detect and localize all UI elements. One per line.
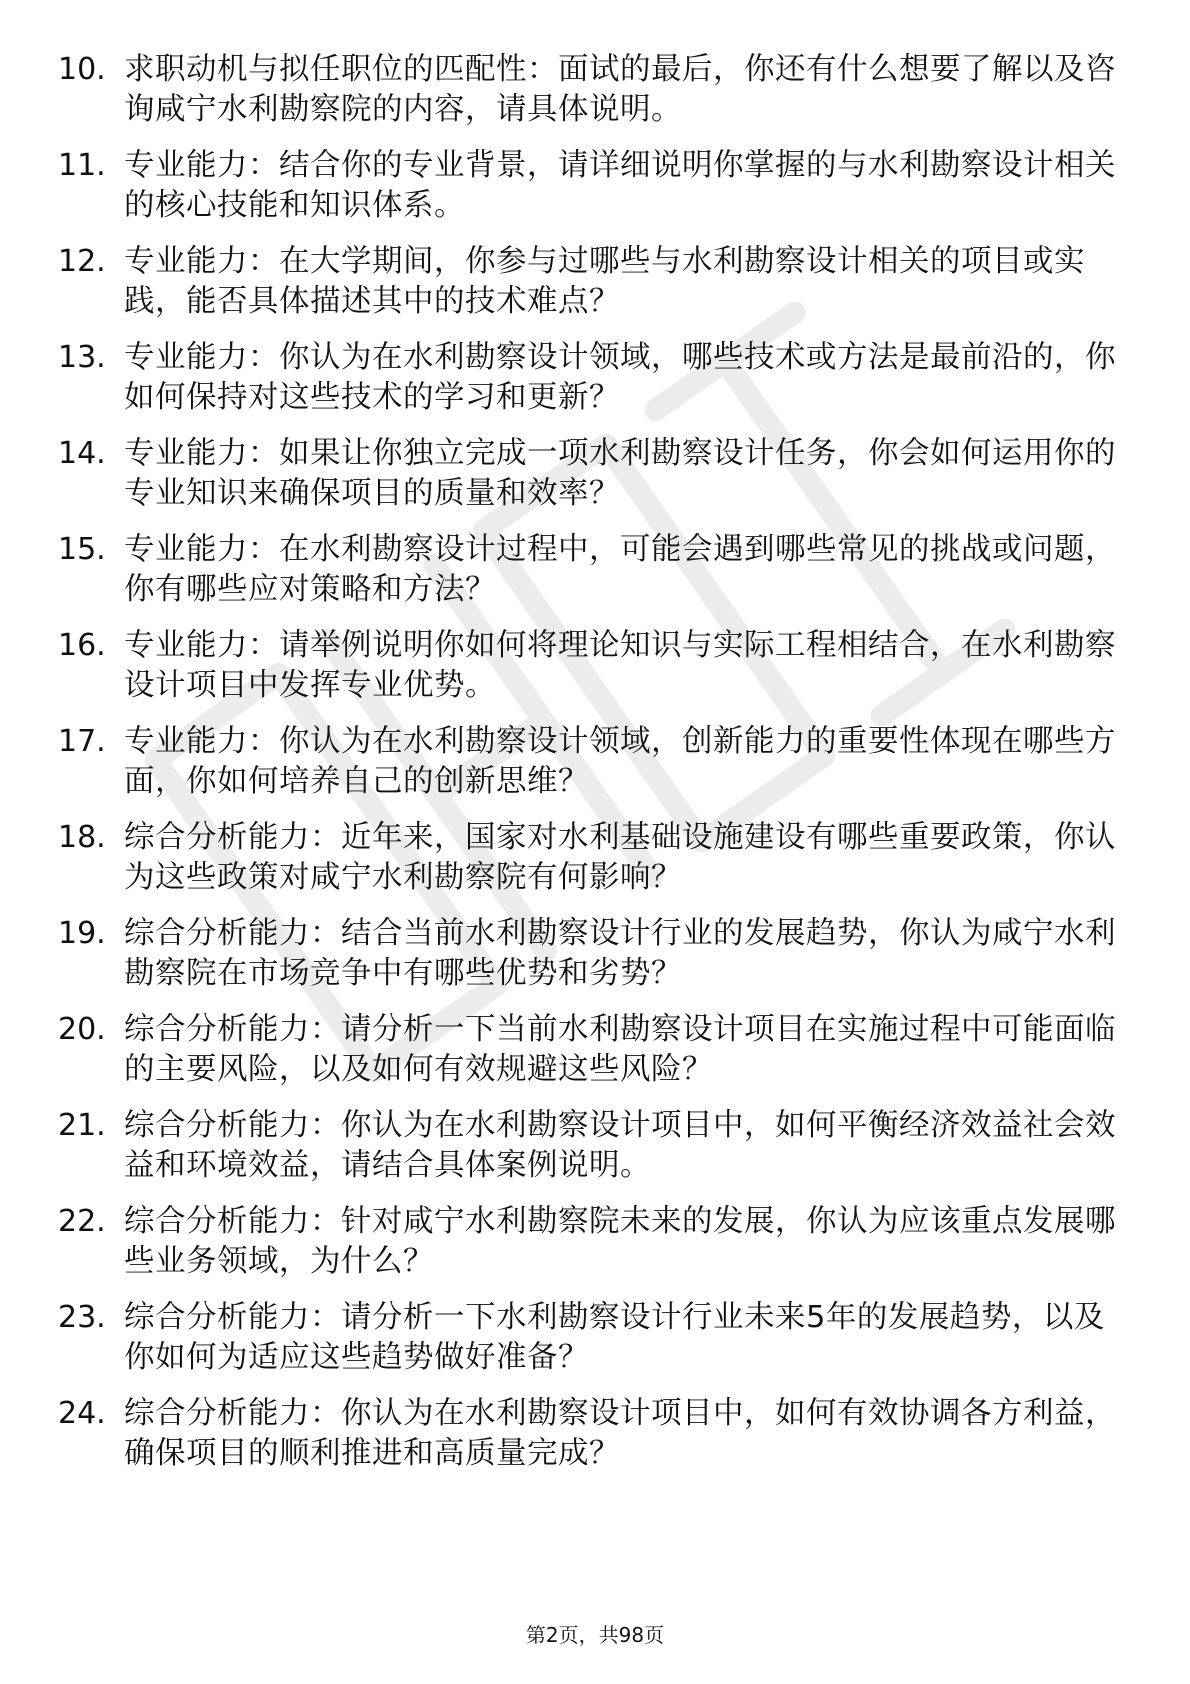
question-item: [58, 50, 1118, 130]
question-text: 综合分析能力：近年来，国家对水利基础设施建设有哪些重要政策，你认为这些政策对咸宁水利勘察院有何影响？: [124, 820, 1116, 895]
question-text: 专业能力：请举例说明你如何将理论知识与实际工程相结合，在水利勘察设计项目中发挥专业优势。: [124, 628, 1116, 703]
question-item: [58, 914, 1118, 994]
question-number: 20.: [58, 1012, 106, 1047]
question-item: [58, 530, 1118, 610]
question-item: [58, 818, 1118, 898]
question-number: 16.: [58, 628, 106, 663]
question-item: [58, 242, 1118, 322]
question-number: 22.: [58, 1204, 106, 1239]
page-number-footer: 第2页，共98页: [525, 1623, 665, 1647]
question-item: [58, 626, 1118, 706]
question-number: 23.: [58, 1300, 106, 1335]
question-item: [58, 338, 1118, 418]
question-number: 18.: [58, 820, 106, 855]
page-content: [58, 50, 1118, 1490]
question-text: 专业能力：你认为在水利勘察设计领域，哪些技术或方法是最前沿的，你如何保持对这些技术的学习和更新？: [124, 340, 1116, 415]
question-number: 14.: [58, 436, 106, 471]
question-text: 综合分析能力：针对咸宁水利勘察院未来的发展，你认为应该重点发展哪些业务领域，为什么？: [124, 1204, 1116, 1279]
question-number: 21.: [58, 1108, 106, 1143]
question-text: 专业能力：在大学期间，你参与过哪些与水利勘察设计相关的项目或实践，能否具体描述其中的技术难点？: [124, 244, 1085, 319]
question-text: 综合分析能力：你认为在水利勘察设计项目中，如何平衡经济效益社会效益和环境效益，请结合具体案例说明。: [124, 1108, 1116, 1183]
question-number: 17.: [58, 724, 106, 759]
question-item: [58, 146, 1118, 226]
question-item: [58, 1010, 1118, 1090]
question-number: 24.: [58, 1396, 106, 1431]
question-text: 求职动机与拟任职位的匹配性：面试的最后，你还有什么想要了解以及咨询咸宁水利勘察院的内容，请具体说明。: [124, 52, 1116, 127]
question-item: [58, 1298, 1118, 1378]
question-text: 综合分析能力：请分析一下水利勘察设计行业未来5年的发展趋势，以及你如何为适应这些趋势做好准备？: [124, 1300, 1105, 1375]
question-item: [58, 722, 1118, 802]
question-item: [58, 1202, 1118, 1282]
question-text: 专业能力：你认为在水利勘察设计领域，创新能力的重要性体现在哪些方面，你如何培养自己的创新思维？: [124, 724, 1116, 799]
question-text: 综合分析能力：你认为在水利勘察设计项目中，如何有效协调各方利益，确保项目的顺利推进和高质量完成？: [124, 1396, 1116, 1471]
question-item: [58, 434, 1118, 514]
question-list: [58, 50, 1118, 1474]
question-text: 综合分析能力：请分析一下当前水利勘察设计项目在实施过程中可能面临的主要风险，以及如何有效规避这些风险？: [124, 1012, 1116, 1087]
question-item: [58, 1394, 1118, 1474]
question-item: [58, 1106, 1118, 1186]
question-number: 13.: [58, 340, 106, 375]
question-text: 专业能力：结合你的专业背景，请详细说明你掌握的与水利勘察设计相关的核心技能和知识体系。: [124, 148, 1116, 223]
question-number: 11.: [58, 148, 106, 183]
question-number: 15.: [58, 532, 106, 567]
question-text: 综合分析能力：结合当前水利勘察设计行业的发展趋势，你认为咸宁水利勘察院在市场竞争中有哪些优势和劣势？: [124, 916, 1116, 991]
question-text: 专业能力：在水利勘察设计过程中，可能会遇到哪些常见的挑战或问题，你有哪些应对策略和方法？: [124, 532, 1116, 607]
question-number: 12.: [58, 244, 106, 279]
question-number: 19.: [58, 916, 106, 951]
question-text: 专业能力：如果让你独立完成一项水利勘察设计任务，你会如何运用你的专业知识来确保项目的质量和效率？: [124, 436, 1116, 511]
question-number: 10.: [58, 52, 106, 87]
